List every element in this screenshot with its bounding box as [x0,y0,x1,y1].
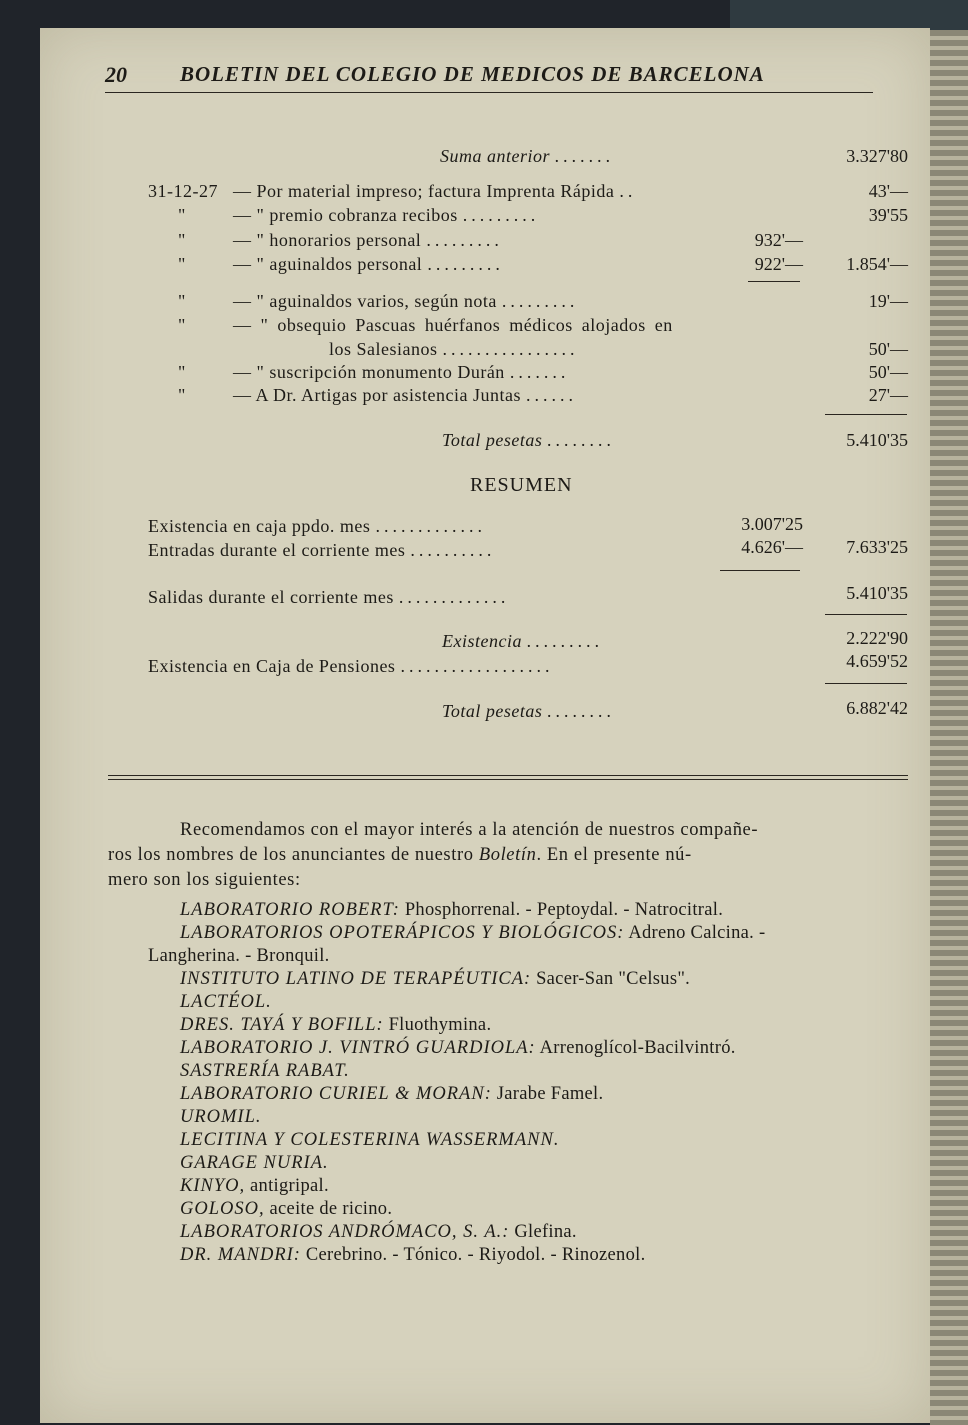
final-total-amount: 6.882'42 [846,698,908,718]
final-total-label: Total pesetas ........ [442,701,616,721]
total-rule [825,414,907,415]
advertiser-entry: GARAGE NURIA. [180,1153,329,1173]
advertiser-entry: KINYO, antigripal. [180,1176,329,1196]
subtotal-rule [748,281,800,282]
salidas-label: Salidas durante el corriente mes ............. [148,587,510,607]
page-number: 20 [105,62,127,87]
suma-anterior-amount: 3.327'80 [846,146,908,166]
ledger-line-amount: 50'— [868,362,908,382]
ledger-line-desc: — " honorarios personal ......... [233,230,503,250]
existencia-caja-label: Existencia en caja ppdo. mes ............. [148,516,486,536]
ledger-line-desc: — " obsequio Pascuas huérfanos médicos alojados en [233,315,673,335]
ledger-line-subamount: 922'— [754,254,803,274]
ledger-total-amount: 5.410'35 [846,430,908,450]
ledger-line-date: " [178,254,186,274]
advertiser-entry: INSTITUTO LATINO DE TERAPÉUTICA: Sacer-San "Celsus". [180,969,691,989]
ledger-line-desc: — " aguinaldos personal ......... [233,254,504,274]
advertiser-entry: DR. MANDRI: Cerebrino. - Tónico. - Riyodol. - Rinozenol. [180,1245,646,1265]
advertiser-entry: LABORATORIOS ANDRÓMACO, S. A.: Glefina. [180,1222,577,1242]
advertiser-entry: GOLOSO, aceite de ricino. [180,1199,393,1219]
ledger-line-date: " [178,315,186,335]
resumen-heading: RESUMEN [470,474,573,496]
section-divider [108,775,908,780]
ledger-line-date: " [178,385,186,405]
total-rule [825,614,907,615]
advertiser-entry: LABORATORIO J. VINTRÓ GUARDIOLA: Arrenoglícol-Bacilvintró. [180,1038,736,1058]
ledger-line-desc: — " suscripción monumento Durán ....... [233,362,570,382]
ledger-line-desc: los Salesianos ................ [329,339,579,359]
ledger-line-desc: — A Dr. Artigas por asistencia Juntas ...... [233,385,577,405]
advertiser-entry: DRES. TAYÁ Y BOFILL: Fluothymina. [180,1015,492,1035]
ledger-total-label: Total pesetas ........ [442,430,616,450]
ledger-line-amount: 27'— [868,385,908,405]
existencia-label: Existencia ......... [442,631,604,651]
ledger-line-amount: 1.854'— [846,254,908,274]
ledger-line-date: " [178,230,186,250]
existencia-amount: 2.222'90 [846,628,908,648]
scan-edge-top [730,0,968,30]
entradas-label: Entradas durante el corriente mes .......... [148,540,496,560]
advertiser-entry: LACTÉOL. [180,992,272,1012]
advertiser-entry: LABORATORIO CURIEL & MORAN: Jarabe Famel. [180,1084,604,1104]
notice-paragraph [108,818,923,893]
total-rule [825,683,907,684]
ledger-line-date: " [178,362,186,382]
pensiones-label: Existencia en Caja de Pensiones .................. [148,656,554,676]
advertiser-entry: UROMIL. [180,1107,262,1127]
ledger-line-desc: — " aguinaldos varios, según nota ......... [233,291,579,311]
ledger-line-date: 31-12-27 [148,181,218,201]
salidas-amount: 5.410'35 [846,583,908,603]
ledger-line-amount: 19'— [868,291,908,311]
ledger-line-amount: 43'— [868,181,908,201]
entradas-amount: 4.626'— [741,537,803,557]
ledger-line-subamount: 932'— [754,230,803,250]
ledger-line-date: " [178,291,186,311]
ledger-line-amount: 50'— [868,339,908,359]
notice-line: mero son los siguientes: [108,870,301,890]
existencia-caja-amount: 3.007'25 [741,514,803,534]
advertiser-entry: LABORATORIOS OPOTERÁPICOS Y BIOLÓGICOS: Adreno Calcina. - [180,923,766,943]
ledger-line-date: " [178,205,186,225]
advertiser-entry: LABORATORIO ROBERT: Phosphorrenal. - Peptoydal. - Natrocitral. [180,900,724,920]
ledger-line-amount: 39'55 [868,205,908,225]
subtotal-rule [720,570,800,571]
notice-line: ros los nombres de los anunciantes de nuestro Boletín. En el presente nú- [108,845,692,865]
advertiser-entry: SASTRERÍA RABAT. [180,1061,350,1081]
ledger-line-desc: — Por material impreso; factura Imprenta Rápida .. [233,181,637,201]
ledger-line-desc: — " premio cobranza recibos ......... [233,205,540,225]
suma-anterior-label: Suma anterior ....... [440,146,615,166]
entradas-total: 7.633'25 [846,537,908,557]
advertiser-entry: LECITINA Y COLESTERINA WASSERMANN. [180,1130,560,1150]
running-header [105,60,873,93]
advertiser-entry: Langherina. - Bronquil. [148,946,330,966]
journal-title: BOLETIN DEL COLEGIO DE MEDICOS DE BARCELONA [180,62,765,86]
notice-line: Recomendamos con el mayor interés a la atención de nuestros compañe- [180,820,759,840]
pensiones-amount: 4.659'52 [846,651,908,671]
